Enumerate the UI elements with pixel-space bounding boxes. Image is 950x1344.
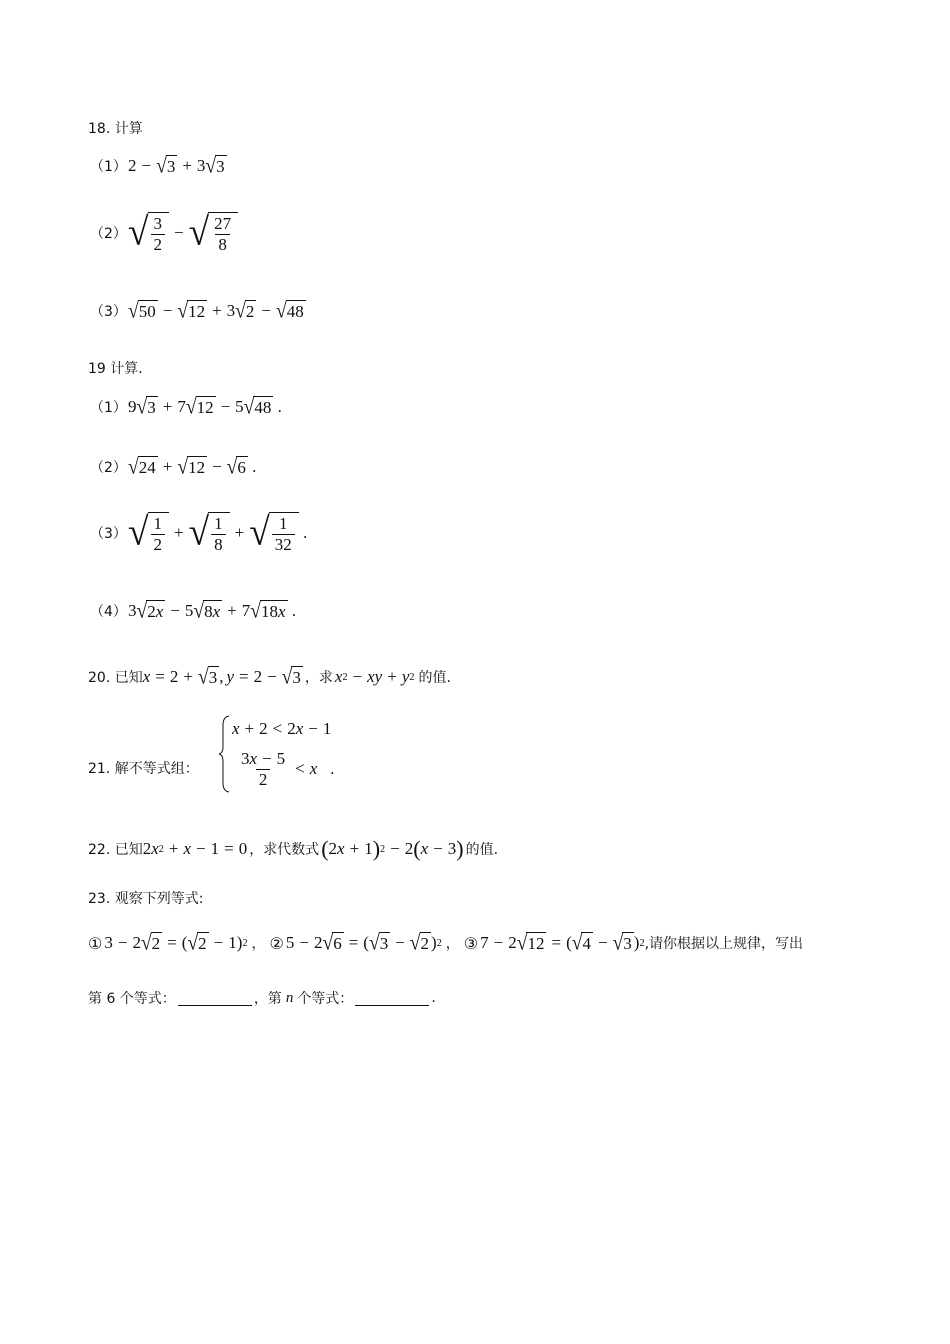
q21-inequality-2: $\frac{3x - 5}{2}$ < x — [241, 749, 318, 789]
q20-given: x = 2 + √ 3 , y = 2 − √ 3 — [142, 666, 301, 690]
q23-line2: 第 6 个等式： ，第 n 个等式： . — [88, 989, 436, 1007]
q19-part4-expression: 3 √ 2 x − 5 √ 8 x + 7 √ 18 x — [128, 600, 286, 624]
q19-title: 19 计算. — [88, 361, 143, 377]
q20-target-expression: x 2 − xy + y 2 — [334, 667, 415, 686]
q18-part1: （1） 2 − √ 3 + 3 √ 3 — [90, 155, 225, 179]
left-brace-icon — [218, 715, 230, 793]
q18-title: 18. 计算 — [88, 121, 143, 137]
q23-equation-3: 7 − 2 √ 12 = ( √ 4 − √ 3 ) 2 — [480, 932, 645, 956]
q23-eq2-marker: ② — [269, 933, 284, 953]
answer-blank-6th[interactable] — [178, 991, 252, 1006]
q19-part3-expression: √ $\frac{1}{2}$ + √ $\frac{1}{8}$ + √ $\frac{1}{32}$ — [128, 512, 299, 554]
q23-equation-2: 5 − 2 √ 6 = ( √ 3 − √ 2 ) 2 — [285, 932, 442, 956]
q20: 20. 已知 x = 2 + √ 3 , y = 2 − √ 3 ，求 x 2 − xy + y 2 的值. — [88, 666, 451, 690]
q18-part2: （2） √ $\frac{3}{2}$ − √ $\frac{27}{8}$ — [90, 212, 238, 254]
answer-blank-nth[interactable] — [355, 991, 429, 1006]
q21-inequality-1: x + 2 < 2 x − 1 — [232, 719, 332, 738]
q19-part2-expression: √ 24 + √ 12 − √ 6 — [128, 456, 246, 480]
q18-part3: （3） √ 50 − √ 12 + 3 √ 2 − √ 48 — [90, 300, 304, 324]
q22: 22. 已知 2 x 2 + x − 1 = 0 ，求代数式 ( 2 x + 1 ) 2 − 2 ( x − 3 ) 的值. — [88, 836, 499, 861]
q18-part1-expression: 2 − √ 3 + 3 √ 3 — [128, 155, 225, 179]
q18-part2-expression: √ $\frac{3}{2}$ − √ $\frac{27}{8}$ — [128, 212, 238, 254]
q23-eq3-marker: ③ — [463, 933, 479, 953]
q22-condition: 2 x 2 + x − 1 = 0 — [142, 839, 248, 858]
q23-equation-1: 3 − 2 √ 2 = ( √ 2 − 1 ) 2 — [104, 932, 248, 956]
q23-equations: ① 3 − 2 √ 2 = ( √ 2 − 1 ) 2 ， ② 5 − 2 √ 6 = ( √ 3 − √ 2 ) 2 ， ③ 7 − 2 √ 12 = ( √ 4 − √ 3 ) 2 ,请你根据以上规律，写出 — [88, 932, 804, 956]
q22-expression: ( 2 x + 1 ) 2 − 2 ( x − 3 ) — [321, 836, 464, 861]
q21-prefix: 21. 解不等式组： — [88, 761, 199, 777]
q18-part3-expression: √ 50 − √ 12 + 3 √ 2 − √ 48 — [128, 300, 304, 324]
q23-eq1-marker: ① — [88, 933, 103, 953]
q23-title: 23. 观察下列等式: — [88, 891, 204, 907]
q19-part1: （1） 9 √ 3 + 7 √ 12 − 5 √ 48 . — [90, 396, 283, 420]
q21-end: . — [330, 760, 335, 778]
q19-part4: （4） 3 √ 2 x − 5 √ 8 x + 7 √ 18 x . — [90, 600, 297, 624]
q19-part3: （3） √ $\frac{1}{2}$ + √ $\frac{1}{8}$ + √ $\frac{1}{32}$ . — [90, 511, 308, 555]
q19-part1-expression: 9 √ 3 + 7 √ 12 − 5 √ 48 — [128, 396, 272, 420]
q19-part2: （2） √ 24 + √ 12 − √ 6 . — [90, 456, 257, 480]
